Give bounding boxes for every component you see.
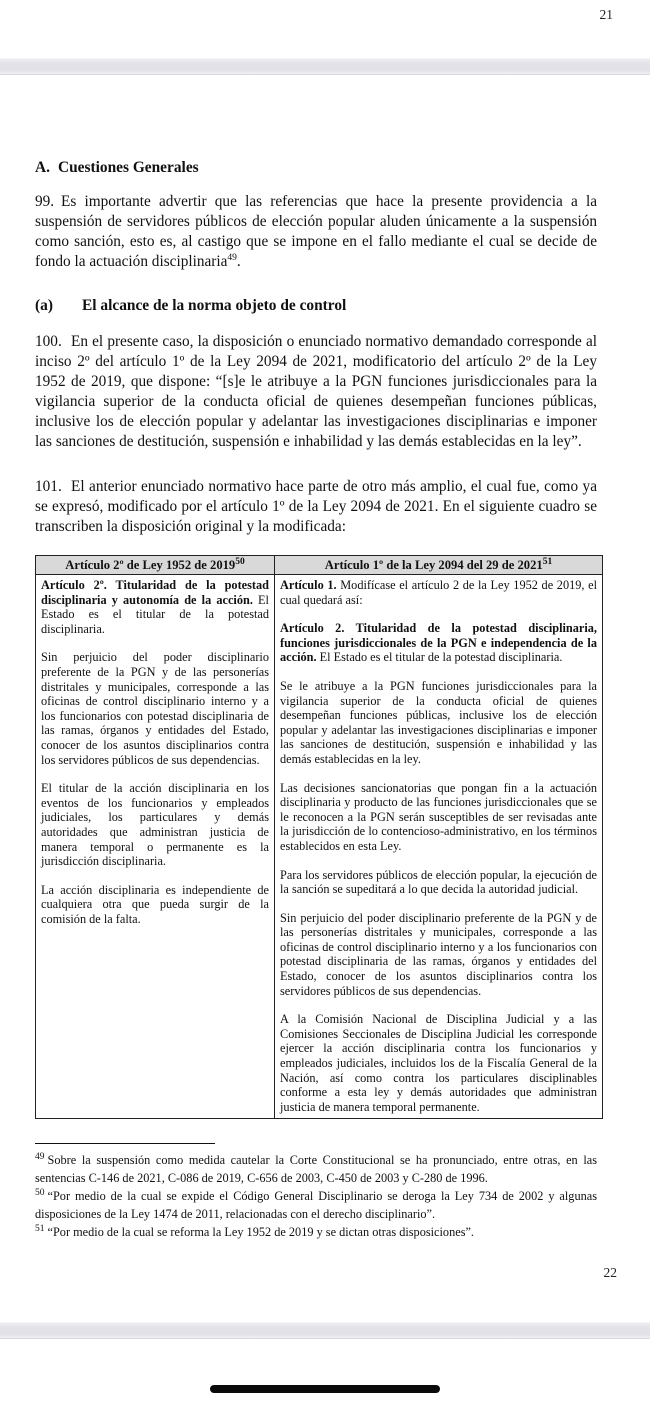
footnote-ref-49: 49 — [227, 252, 237, 263]
table-cell-paragraph: Artículo 2. Titularidad de la potestad disciplinaria, funciones jurisdiccionales de la PGN e independencia de la acción. El Estado es el titular de la potestad disciplinaria. — [280, 621, 597, 665]
table-cell-paragraph: Artículo 2º. Titularidad de la potestad disciplinaria y autonomía de la acción. El Estado es el titular de la potestad disciplinaria. — [41, 578, 269, 636]
page-separator-bottom — [0, 1322, 650, 1339]
footnote-ref-50: 50 — [235, 556, 245, 567]
footnote-51 — [35, 1223, 597, 1241]
table-header-left — [36, 556, 275, 575]
header-text: Artículo 1º de la Ley 2094 del 29 de 2021 — [324, 558, 543, 572]
document-page-content — [35, 158, 597, 1241]
section-label: A. — [35, 159, 50, 176]
table-cell-paragraph: Se le atribuye a la PGN funciones jurisdiccionales para la vigilancia superior de la conducta oficial de quienes desempeñan funciones públicas, inclusive los de elección popular y adelantar las investigaciones disciplinarias e imponer las sanciones de destitución, suspensión e inhabilidad y las demás establecidas en la ley. — [280, 678, 597, 766]
paragraph-101 — [35, 477, 597, 537]
previous-page-number: 21 — [599, 7, 613, 22]
section-heading-a1 — [35, 296, 597, 316]
table-body-row — [36, 575, 603, 1119]
paragraph-text: El anterior enunciado normativo hace parte de otro más amplio, el cual fue, como ya se expresó, modificado por el artículo 1º de la Ley 2094 de 2021. En el siguiente cuadro se transcriben la disposición original y la modificada: — [35, 478, 597, 535]
table-cell-paragraph: A la Comisión Nacional de Disciplina Judicial y a las Comisiones Seccionales de Disciplina Judicial les corresponde ejercer la acción disciplinaria contra los funcionarios y empleados judiciales, incluidos los de la Fiscalía General de la Nación, así como contra los particulares disciplinables conforme a esta ley y demás autoridades que administran justicia de manera temporal permanente. — [280, 1012, 597, 1114]
paragraph-text: En el presente caso, la disposición o enunciado normativo demandado corresponde al inciso 2º del artículo 1º de la Ley 2094 de 2021, modificatorio del artículo 2º de la Ley 1952 de 2019, que dispone: “[s]e le atribuye a la PGN funciones jurisdiccionales para la vigilancia superior de la conducta oficial de quienes desempeñan funciones públicas, inclusive los de elección popular y adelantar las investigaciones disciplinarias e imponer las sanciones de destitución, suspensión e inhabilidad y las demás establecidas en la ley”. — [35, 333, 597, 450]
footnote-text: Sobre la suspensión como medida cautelar la Corte Constitucional se ha pronunciado, entre otras, en las sentencias C-146 de 2021, C-086 de 2019, C-656 de 2003, C-450 de 2003 y C-280 de 1996. — [35, 1153, 597, 1186]
table-cell-paragraph: El titular de la acción disciplinaria en los eventos de los funcionarios y empleados judiciales, los particulares y demás autoridades que administran justicia de manera temporal o permanente es la jurisdicción disciplinaria. — [41, 781, 269, 869]
table-cell-paragraph: Sin perjuicio del poder disciplinario preferente de la PGN y de las personerías distritales y municipales, corresponde a las oficinas de control disciplinario interno y a los funcionarios con potestad disciplinaria de las ramas, órganos y entidades del Estado, conocer de los asuntos disciplinarios contra los servidores públicos de sus dependencias. — [41, 650, 269, 767]
section-title: El alcance de la norma objeto de control — [82, 297, 347, 314]
page-separator-top — [0, 58, 650, 75]
current-page-number: 22 — [603, 1265, 617, 1280]
table-cell-paragraph: La acción disciplinaria es independiente de cualquiera otra que pueda surgir de la comisión de la falta. — [41, 882, 269, 926]
footnote-number: 50 — [35, 1188, 45, 1199]
section-heading-a — [35, 158, 597, 178]
table-cell-paragraph: Artículo 1. Modifícase el artículo 2 de la Ley 1952 de 2019, el cual quedará así: — [280, 578, 597, 607]
table-header-row — [36, 556, 603, 575]
table-cell-modified-norm — [275, 575, 603, 1119]
paragraph-text: Es importante advertir que las referencias que hace la presente providencia a la suspensión de servidores públicos de elección popular aluden únicamente a la suspensión como sanción, esto es, al castigo que se impone en el fallo mediante el cual se decide de fondo la actuación disciplinaria — [35, 193, 597, 270]
footnote-number: 51 — [35, 1224, 45, 1235]
paragraph-number: 99. — [35, 193, 55, 210]
paragraph-number: 101. — [35, 478, 62, 495]
home-indicator-bar[interactable] — [210, 1385, 440, 1393]
table-cell-paragraph: Para los servidores públicos de elección popular, la ejecución de la sanción se supeditará a lo que decida la autoridad judicial. — [280, 867, 597, 897]
footnote-text: “Por medio de la cual se expide el Código General Disciplinario se deroga la Ley 734 de 2002 y algunas disposiciones de la Ley 1474 de 2011, relacionadas con el derecho disciplinario”. — [35, 1189, 597, 1222]
section-title: Cuestiones Generales — [58, 159, 199, 176]
paragraph-tail: . — [236, 253, 241, 270]
table-cell-paragraph: Sin perjuicio del poder disciplinario preferente de la PGN y de las personerías distritales y municipales, corresponde a las oficinas de control disciplinario interno y a los funcionarios con potestad disciplinaria de las ramas, órganos y entidades del Estado, conocer de los asuntos disciplinarios contra los servidores públicos de sus dependencias. — [280, 910, 597, 998]
footnote-ref-51: 51 — [542, 556, 553, 567]
footnotes-section — [35, 1143, 597, 1241]
table-cell-paragraph: Las decisiones sancionatorias que pongan fin a la actuación disciplinaria y producto de las funciones jurisdiccionales que se le reconocen a la PGN serán susceptibles de ser revisadas ante la jurisdicción de lo contencioso-administrativo, en los términos establecidos en esta Ley. — [280, 780, 597, 853]
paragraph-number: 100. — [35, 333, 62, 350]
table-cell-original-norm — [36, 575, 275, 1119]
paragraph-100 — [35, 332, 597, 452]
footnote-text: “Por medio de la cual se reforma la Ley 1952 de 2019 y se dictan otras disposiciones”. — [47, 1225, 475, 1240]
section-label: (a) — [35, 297, 53, 314]
table-header-right — [275, 556, 603, 575]
footnote-number: 49 — [35, 1152, 45, 1163]
footnote-50 — [35, 1187, 597, 1223]
paragraph-99 — [35, 192, 597, 272]
footnote-divider — [35, 1143, 215, 1144]
header-text: Artículo 2º de Ley 1952 de 2019 — [65, 558, 236, 572]
footnote-49 — [35, 1151, 597, 1187]
norm-comparison-table — [35, 555, 603, 1119]
